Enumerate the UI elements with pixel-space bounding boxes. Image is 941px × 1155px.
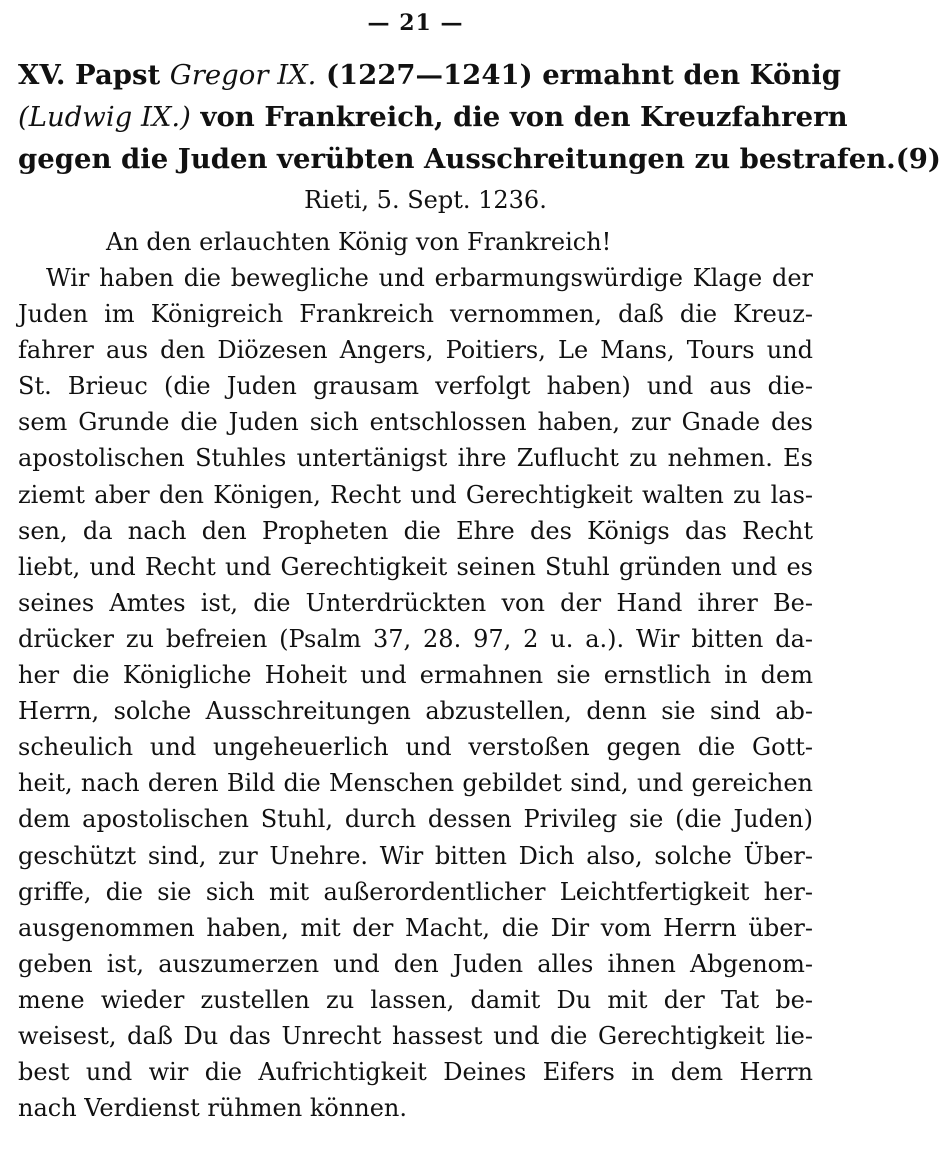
heading-title-part2: ermahnt den König: [542, 59, 841, 91]
body-line: geschützt sind, zur Unehre. Wir bitten Dich also, solche Über-: [18, 841, 813, 870]
body-line: fahrer aus den Diözesen Angers, Poitiers, Le Mans, Tours und: [18, 336, 813, 365]
body-line: geben ist, auszumerzen und den Juden alles ihnen Abgenom-: [18, 949, 813, 978]
body-line: St. Brieuc (die Juden grausam verfolgt haben) und aus die-: [18, 372, 813, 401]
body-line: nach Verdienst rühmen können.: [18, 1094, 408, 1123]
body-line: ausgenommen haben, mit der Macht, die Dir vom Herrn über-: [18, 913, 813, 942]
heading-king-name: (Ludwig IX.): [18, 101, 191, 133]
place-date: Rieti, 5. Sept. 1236.: [304, 186, 547, 214]
document-heading: [18, 54, 941, 180]
heading-years: (1227—1241): [326, 59, 533, 91]
body-line: liebt, und Recht und Gerechtigkeit seinen Stuhl gründen und es: [18, 552, 813, 581]
body-line: dem apostolischen Stuhl, durch dessen Privileg sie (die Juden): [18, 805, 813, 834]
body-line: Wir haben die bewegliche und erbarmungswürdige Klage der: [46, 264, 813, 292]
body-line: ziemt aber den Königen, Recht und Gerechtigkeit walten zu las-: [18, 480, 813, 509]
heading-title-part1: Papst: [75, 59, 161, 91]
body-line: sem Grunde die Juden sich entschlossen haben, zur Gnade des: [18, 408, 813, 437]
body-line: griffe, die sie sich mit außerordentlicher Leichtfertigkeit her-: [18, 877, 813, 906]
body-line: drücker zu befreien (Psalm 37, 28. 97, 2 u. a.). Wir bitten da-: [18, 624, 813, 653]
letter-body: [18, 260, 813, 1126]
heading-footnote-ref: (9): [895, 143, 941, 175]
body-line: scheulich und ungeheuerlich und verstoßen gegen die Gott-: [18, 733, 813, 762]
body-line: best und wir die Aufrichtigkeit Deines Eifers in dem Herrn: [18, 1058, 813, 1087]
body-line: Juden im Königreich Frankreich vernommen, daß die Kreuz-: [18, 300, 813, 329]
heading-title-part4: gegen die Juden verübten Ausschreitungen zu bestrafen.: [18, 143, 896, 175]
salutation: An den erlauchten König von Frankreich!: [106, 228, 612, 256]
body-line: sen, da nach den Propheten die Ehre des Königs das Recht: [18, 516, 813, 545]
body-line: heit, nach deren Bild die Menschen gebildet sind, und gereichen: [18, 769, 813, 798]
heading-pope-name: Gregor IX.: [169, 59, 317, 91]
body-line: her die Königliche Hoheit und ermahnen sie ernstlich in dem: [18, 661, 813, 690]
heading-line-2: [18, 96, 848, 138]
body-line: seines Amtes ist, die Unterdrückten von der Hand ihrer Be-: [18, 588, 813, 617]
heading-line-3: [18, 138, 941, 180]
document-page: [18, 8, 941, 1126]
page-number: — 21 —: [367, 10, 464, 36]
heading-title-part3: von Frankreich, die von den Kreuzfahrern: [200, 101, 848, 133]
heading-line-1: [18, 54, 841, 96]
body-line: mene wieder zustellen zu lassen, damit Du mit der Tat be-: [18, 985, 813, 1014]
body-line: weisest, daß Du das Unrecht hassest und die Gerechtigkeit lie-: [18, 1021, 813, 1050]
heading-number: XV.: [18, 59, 66, 91]
body-line: apostolischen Stuhles untertänigst ihre Zuflucht zu nehmen. Es: [18, 444, 813, 473]
body-line: Herrn, solche Ausschreitungen abzustellen, denn sie sind ab-: [18, 697, 813, 726]
